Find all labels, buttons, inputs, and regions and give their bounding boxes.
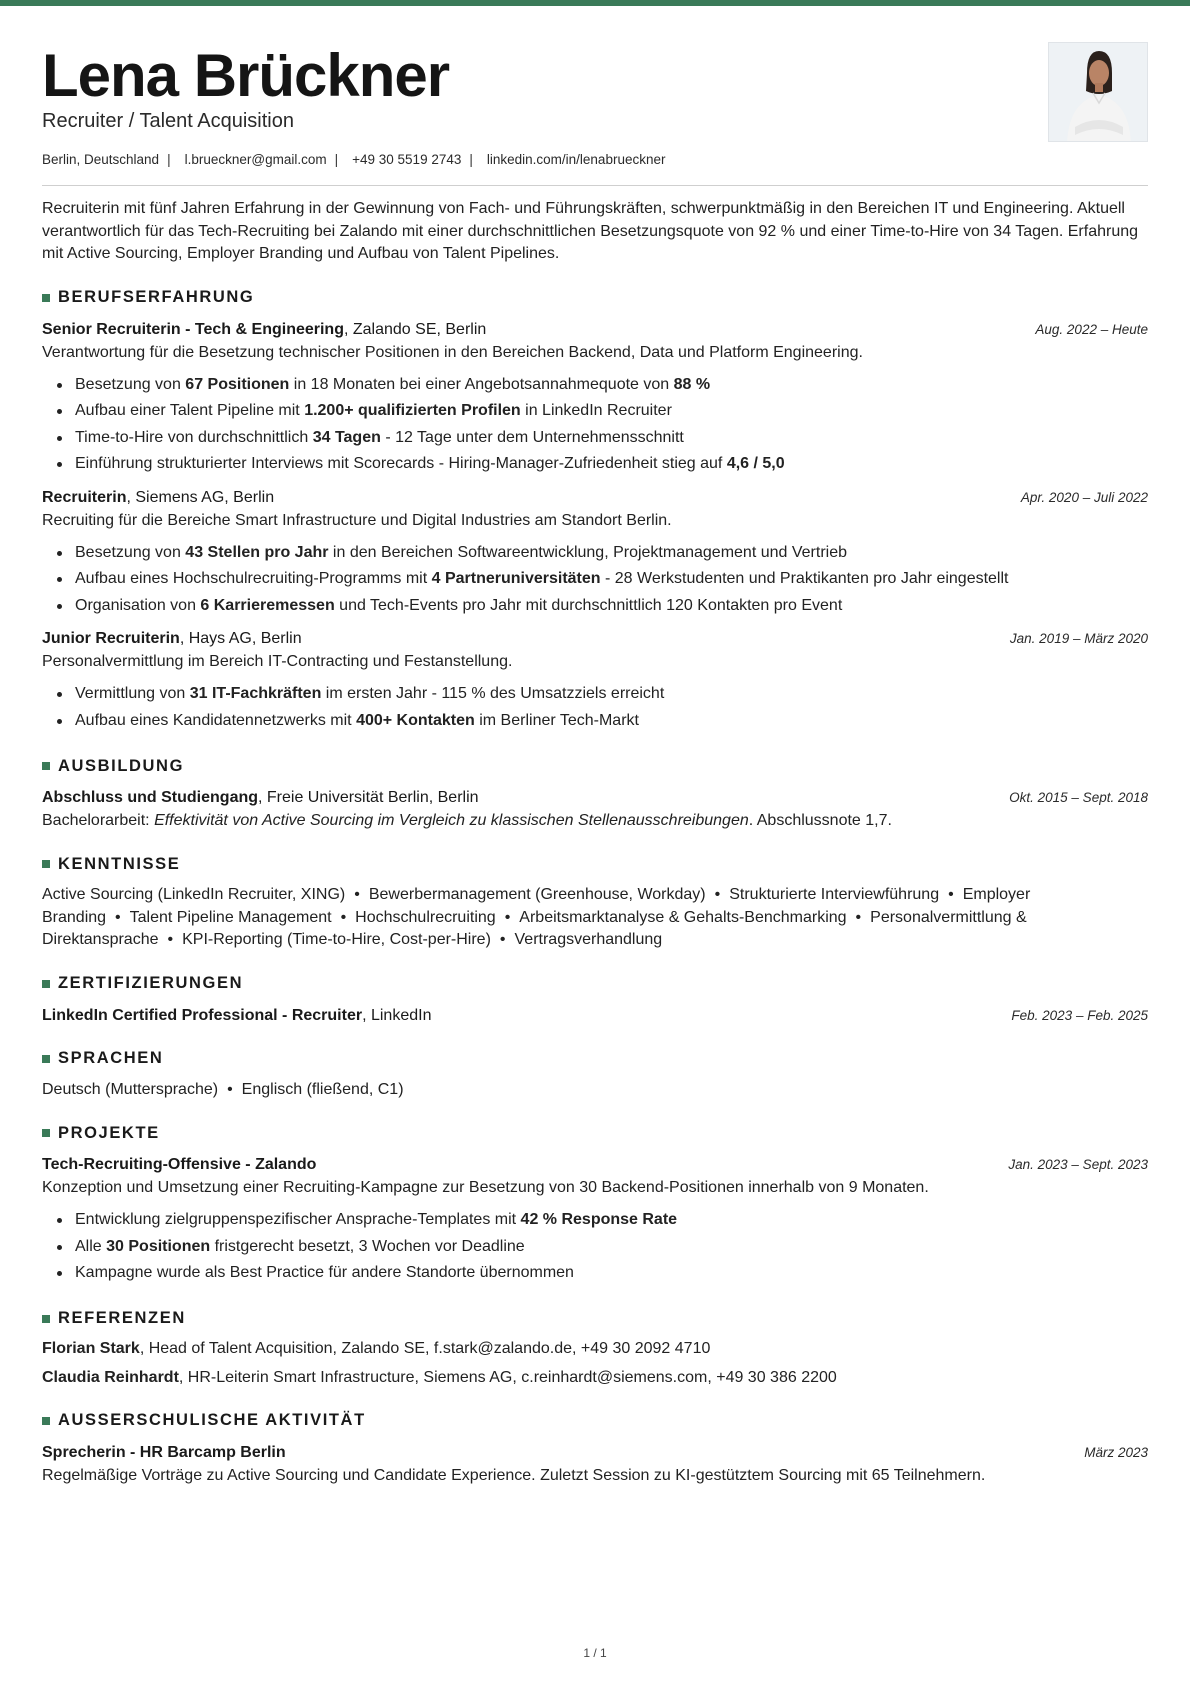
- entry-description: Verantwortung für die Besetzung technischer Positionen in den Bereichen Backend, Data und Platform Engineering.: [42, 343, 863, 361]
- square-bullet-icon: [42, 860, 50, 868]
- reference-item: Florian Stark, Head of Talent Acquisition, Zalando SE, f.stark@zalando.de, +49 30 2092 4710: [42, 1339, 711, 1357]
- section-skills: [42, 852, 1148, 952]
- entry-description: Konzeption und Umsetzung einer Recruiting-Kampagne zur Besetzung von 30 Backend-Positionen innerhalb von 9 Monaten.: [42, 1179, 929, 1196]
- section-certifications: [42, 972, 1148, 1027]
- skill-item: KPI-Reporting (Time-to-Hire, Cost-per-Hire): [182, 931, 491, 948]
- bullet-item: Aufbau einer Talent Pipeline mit 1.200+ qualifizierten Profilen in LinkedIn Recruiter: [42, 398, 1148, 425]
- bullet-item: Einführung strukturierter Interviews mit Scorecards - Hiring-Manager-Zufriedenheit stieg auf 4,6 / 5,0: [42, 451, 1148, 478]
- entry-date: März 2023: [1084, 1444, 1148, 1460]
- skill-item: Vertragsverhandlung: [514, 931, 663, 948]
- achievement-list: [42, 372, 1148, 478]
- section-title: REFERENZEN: [42, 1307, 1148, 1331]
- profile-photo: [1048, 42, 1148, 142]
- page-number: 1 / 1: [583, 1646, 607, 1660]
- header-divider: [42, 185, 1148, 186]
- activity-entry: [42, 1441, 1148, 1487]
- skill-item: Employer Branding: [42, 886, 1031, 926]
- section-references: [42, 1307, 1148, 1389]
- square-bullet-icon: [42, 1417, 50, 1425]
- bullet-item: Time-to-Hire von durchschnittlich 34 Tagen - 12 Tage unter dem Unternehmensschnitt: [42, 425, 1148, 452]
- skill-item: Bewerbermanagement (Greenhouse, Workday): [368, 886, 706, 903]
- contact-separator: |: [167, 152, 171, 167]
- entry-date: Jan. 2023 – Sept. 2023: [1008, 1157, 1148, 1172]
- bullet-item: Aufbau eines Kandidatennetzwerks mit 400+ Kontakten im Berliner Tech-Markt: [42, 708, 1148, 735]
- entry-description: Personalvermittlung im Bereich IT-Contracting und Festanstellung.: [42, 653, 513, 670]
- bullet-item: Besetzung von 67 Positionen in 18 Monaten bei einer Angebotsannahmequote von 88 %: [42, 372, 1148, 399]
- summary-paragraph: Recruiterin mit fünf Jahren Erfahrung in der Gewinnung von Fach- und Führungskräften, schwerpunktmäßig in den Bereichen IT und Engineering. Aktuell verantwortlich für das Tech-Recruiting bei Zalando mit einer durchschnittlichen Besetzungsquote von 92 % und einer Time-to-Hire von 34 Tagen. Erfahrung mit Active Sourcing, Employer Branding und Aufbau von Talent Pipelines.: [42, 200, 1139, 262]
- experience-entry: [42, 627, 1148, 734]
- resume-header: [42, 0, 1148, 186]
- entry-title: Abschluss und Studiengang, Freie Universität Berlin, Berlin: [42, 789, 479, 806]
- language-item: Deutsch (Muttersprache): [42, 1080, 219, 1098]
- entry-date: Jan. 2019 – März 2020: [1009, 631, 1148, 646]
- entry-date: Okt. 2015 – Sept. 2018: [1009, 790, 1148, 805]
- square-bullet-icon: [42, 1129, 50, 1137]
- section-title: BERUFSERFAHRUNG: [42, 286, 1148, 310]
- entry-title: LinkedIn Certified Professional - Recruiter, LinkedIn: [42, 1006, 432, 1024]
- entry-title: Junior Recruiterin, Hays AG, Berlin: [42, 630, 302, 647]
- bullet-item: Alle 30 Positionen fristgerecht besetzt, 3 Wochen vor Deadline: [42, 1234, 1148, 1261]
- entry-title: Recruiterin, Siemens AG, Berlin: [42, 488, 275, 506]
- language-item: Englisch (fließend, C1): [241, 1080, 404, 1098]
- section-title: ZERTIFIZIERUNGEN: [42, 972, 1148, 996]
- bullet-item: Aufbau eines Hochschulrecruiting-Programms mit 4 Partneruniversitäten - 28 Werkstudenten und Praktikanten pro Jahr eingestellt: [42, 566, 1148, 593]
- entry-date: Apr. 2020 – Juli 2022: [1020, 489, 1148, 505]
- square-bullet-icon: [42, 762, 50, 770]
- square-bullet-icon: [42, 1315, 50, 1323]
- achievement-list: [42, 681, 1148, 734]
- skills-list: Active Sourcing (LinkedIn Recruiter, XING) • Bewerbermanagement (Greenhouse, Workday) • Strukturierte Interviewführung • Employer Branding • Talent Pipeline Management • Hochschulrecruiting • Arbeitsmarktanalyse & Gehalts-Benchmarking • Personalvermittlung & Direktansprache • KPI-Reporting (Time-to-Hire, Cost-per-Hire) • Vertragsverhandlung: [42, 886, 1031, 948]
- entry-date: Feb. 2023 – Feb. 2025: [1011, 1007, 1148, 1023]
- entry-description: Recruiting für die Bereiche Smart Infrastructure und Digital Industries am Standort Berlin.: [42, 511, 672, 529]
- experience-entry: [42, 486, 1148, 620]
- bullet-item: Vermittlung von 31 IT-Fachkräften im ersten Jahr - 115 % des Umsatzziels erreicht: [42, 681, 1148, 708]
- skill-item: Active Sourcing (LinkedIn Recruiter, XING): [42, 886, 346, 903]
- achievement-list: [42, 540, 1148, 620]
- entry-title: Sprecherin - HR Barcamp Berlin: [42, 1443, 286, 1461]
- reference-item: Claudia Reinhardt, HR-Leiterin Smart Infrastructure, Siemens AG, c.reinhardt@siemens.com, +49 30 386 2200: [42, 1368, 837, 1386]
- section-projects: [42, 1121, 1148, 1287]
- resume-page: [42, 0, 1148, 1487]
- contact-line: [42, 152, 665, 167]
- contact-phone[interactable]: +49 30 5519 2743: [352, 152, 462, 167]
- bullet-item: Kampagne wurde als Best Practice für andere Standorte übernommen: [42, 1260, 1148, 1287]
- languages-list: Deutsch (Muttersprache) • Englisch (fließend, C1): [42, 1080, 404, 1098]
- section-title: KENNTNISSE: [42, 852, 1148, 876]
- section-title: AUSSERSCHULISCHE AKTIVITÄT: [42, 1409, 1148, 1433]
- bullet-item: Besetzung von 43 Stellen pro Jahr in den Bereichen Softwareentwicklung, Projektmanagement und Vertrieb: [42, 540, 1148, 567]
- bullet-item: Entwicklung zielgruppenspezifischer Ansprache-Templates mit 42 % Response Rate: [42, 1207, 1148, 1234]
- bullet-item: Organisation von 6 Karrieremessen und Tech-Events pro Jahr mit durchschnittlich 120 Kontakten pro Event: [42, 593, 1148, 620]
- education-entry: [42, 786, 1148, 832]
- square-bullet-icon: [42, 1055, 50, 1063]
- entry-description: Regelmäßige Vorträge zu Active Sourcing und Candidate Experience. Zuletzt Session zu KI-gestütztem Sourcing mit 65 Teilnehmern.: [42, 1466, 986, 1484]
- section-title: AUSBILDUNG: [42, 754, 1148, 778]
- contact-email[interactable]: l.brueckner@gmail.com: [184, 152, 327, 167]
- experience-entry: [42, 318, 1148, 478]
- thesis-line: Bachelorarbeit: Effektivität von Active Sourcing im Vergleich zu klassischen Stellenausschreibungen. Abschlussnote 1,7.: [42, 812, 892, 829]
- contact-location: Berlin, Deutschland: [42, 152, 160, 167]
- contact-separator: |: [469, 152, 473, 167]
- section-languages: [42, 1047, 1148, 1102]
- section-experience: [42, 286, 1148, 735]
- skill-item: Personalvermittlung & Direktansprache: [42, 908, 1027, 948]
- skill-item: Arbeitsmarktanalyse & Gehalts-Benchmarking: [519, 908, 847, 926]
- section-activities: [42, 1409, 1148, 1487]
- entry-date: Aug. 2022 – Heute: [1035, 321, 1148, 337]
- candidate-name: Lena Brückner: [42, 42, 450, 109]
- contact-separator: |: [334, 152, 339, 167]
- section-title: SPRACHEN: [42, 1047, 1148, 1071]
- square-bullet-icon: [42, 980, 50, 988]
- section-title: PROJEKTE: [42, 1121, 1148, 1145]
- entry-title: Senior Recruiterin - Tech & Engineering, Zalando SE, Berlin: [42, 320, 487, 338]
- skill-item: Strukturierte Interviewführung: [729, 886, 940, 903]
- skill-item: Talent Pipeline Management: [129, 908, 332, 926]
- candidate-role: Recruiter / Talent Acquisition: [42, 110, 294, 132]
- square-bullet-icon: [42, 294, 50, 302]
- certification-entry: [42, 1004, 1148, 1027]
- achievement-list: [42, 1207, 1148, 1287]
- entry-title: Tech-Recruiting-Offensive - Zalando: [42, 1156, 317, 1173]
- section-education: [42, 754, 1148, 832]
- skill-item: Hochschulrecruiting: [355, 908, 496, 926]
- project-entry: [42, 1153, 1148, 1287]
- contact-linkedin[interactable]: linkedin.com/in/lenabrueckner: [486, 152, 666, 167]
